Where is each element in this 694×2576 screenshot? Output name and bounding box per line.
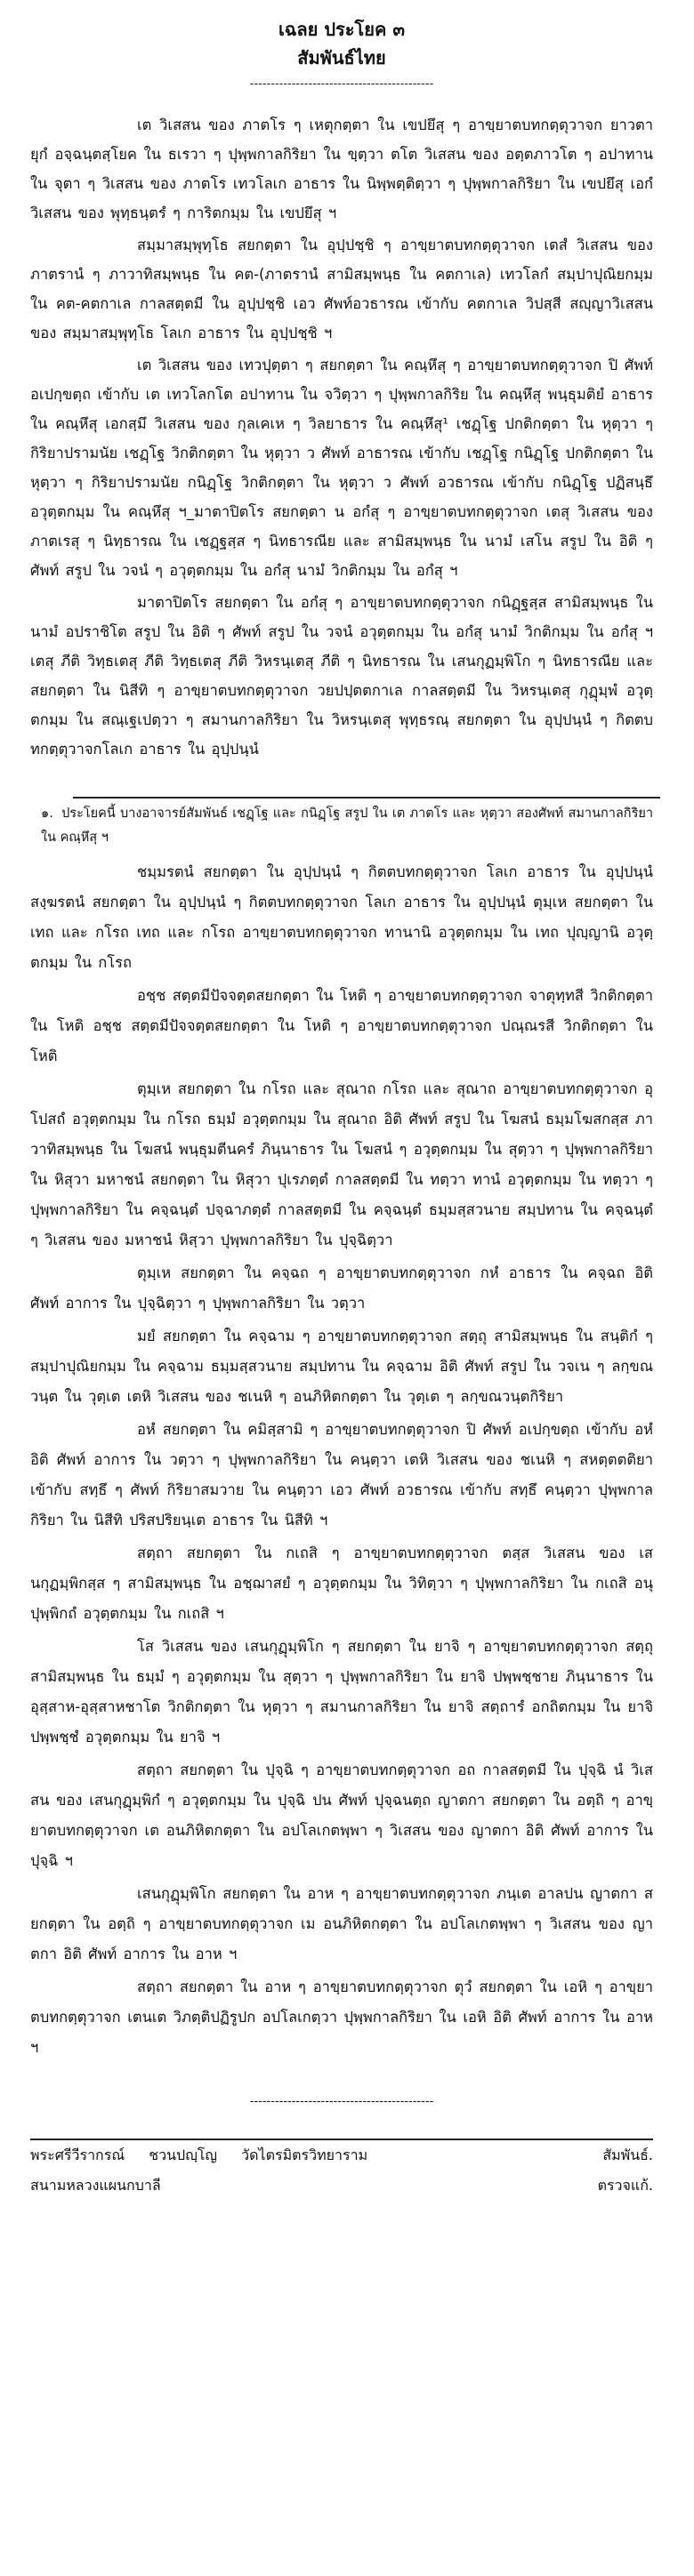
footer-credits bbox=[30, 2140, 387, 2171]
paragraph: สตฺถา สยกตฺตา ใน ปุจฺฉิ ๆ อาขฺยาตบทกตฺตุวาจก อถ กาลสตฺตมี ใน ปุจฺฉิ นํ วิเสสน ของ เสนกุฏุมฺพิกํ ๆ อวุตฺตกมฺม ใน ปุจฺฉิ ปน ศัพท์ ปุจฺฉนตฺถ ญาตกา สยกตฺตา ใน อตฺถิ ๆ อาขฺยาตบทกตฺตุวาจก เต อนภิหิตกตฺตา ใน อปโลเกตพฺพา ๆ วิเสสน ของ ญาตกา อิติ ศัพท์ อาการ ใน ปุจฺฉิ ฯ bbox=[30, 1761, 653, 1869]
paragraph: มยํ สยกตฺตา ใน คจฺฉาม ๆ อาขฺยาตบทกตฺตุวาจก สตฺถุ สามิสมฺพนฺธ ใน สนฺติกํ ๆ สมฺปาปุณิยกมฺม ใน คจฺฉาม ธมฺมสฺสวนาย สมฺปทาน ใน คจฺฉาม อิติ ศัพท์ สรูป ใน วจเน ๆ ลกฺขณวนฺต ใน วุตฺเต เตหิ วิเสสน ของ ชเนหิ ๆ อนภิหิตกตฺตา ใน วุตฺเต ๆ ลกฺขณวนฺตกิริยา bbox=[30, 1328, 653, 1405]
paragraph: เต วิเสสน ของ ภาตโร ๆ เหตุกตฺตา ใน เขปยึสุ ๆ อาขฺยาตบทกตฺตุวาจก ยาวตายุกํ อจฺฉนฺตสฺโยค ใน ธเรวา ๆ ปุพฺพกาลกิริยา ใน ขฺตฺวา ตโต วิเสสน ของ อตฺตภาวโต ๆ อปาทาน ใน จุตา ๆ วิเสสน ของ ภาตโร เทวโลเก อาธาร ใน นิพฺพตฺติตฺวา ๆ ปุพฺพกาลกิริยา ใน เขปยึสุ เอกํ วิเสสน ของ พุทฺธนฺตรํ ๆ การิตกมฺม ใน เขปยึสุ ฯ bbox=[30, 116, 653, 221]
paragraph: เสนกุฏุมฺพิโก สยกตฺตา ใน อาห ๆ อาขฺยาตบทกตฺตุวาจก ภนฺเต อาลปน ญาตกา สยกตฺตา ใน อตฺถิ ๆ อาขฺยาตบทกตฺตุวาจก เม อนภิหิตกตฺตา ใน อปโลเกตพฺพา ๆ วิเสสน ของ ญาตกา อิติ ศัพท์ อาการ ใน อาห ฯ bbox=[30, 1885, 653, 1962]
section-1 bbox=[30, 110, 653, 764]
paragraph: อหํ สยกตฺตา ใน คมิสฺสามิ ๆ อาขฺยาตบทกตฺตุวาจก ปิ ศัพท์ อเปกฺขตฺถ เข้ากับ อหํ อิติ ศัพท์ อาการ ใน วตฺวา ๆ ปุพฺพกาลกิริยา ใน คนฺตฺวา เตหิ วิเสสน ของ ชเนหิ ๆ สหตฺตตติยา เข้ากับ สทฺธึ ๆ ศัพท์ กิริยาสมวาย ใน คนฺตฺวา เอว ศัพท์ อวธารณ เข้ากับ สทฺธึ คนฺตฺวา ปุพฺพกาลกิริยา ใน นิสีทิ ปริสปริยนฺเต อาธาร ใน นิสีทิ ฯ bbox=[30, 1421, 653, 1529]
paragraph: สตฺถา สยกตฺตา ใน กเถสิ ๆ อาขฺยาตบทกตฺตุวาจก ตสฺส วิเสสน ของ เสนกุฏมฺพิกสฺส ๆ สามิสมฺพนฺธ ใน อชฺฌาสยํ ๆ อวุตฺตกมฺม ใน วิทิตฺวา ๆ ปุพฺพกาลกิริยา ใน กเถสิ อนุปุพฺพิกถํ อวุตฺตกมฺม ใน กเถสิ ฯ bbox=[30, 1545, 653, 1622]
paragraph: โส วิเสสน ของ เสนกุฏุมฺพิโก ๆ สยกตฺตา ใน ยาจิ ๆ อาขฺยาตบทกตฺตุวาจก สตฺถุ สามิสมฺพนฺธ ใน ธมฺมํ ๆ อวุตฺตกมฺม ใน สุตฺวา ๆ ปุพฺพกาลกิริยา ใน ยาจิ ปพฺพชฺชาย ภินฺนาธาร ใน อุสฺสาห-อุสฺสาหชาโต วิกติกตฺตา ใน หุตฺวา ๆ สมานกาลกิริยา ใน ยาจิ สตฺถารํ อกถิตกมฺม ใน ยาจิ ปพฺพชฺชํ อวุตฺตกมฺม ใน ยาจิ ฯ bbox=[30, 1638, 653, 1745]
paragraph: สตฺถา สยกตฺตา ใน อาห ๆ อาขฺยาตบทกตฺตุวาจก ตุวํ สยกตฺตา ใน เอหิ ๆ อาขฺยาตบทกตฺตุวาจก เตนเต วิภตฺติปฏิรูปก อปโลเกตฺวา ปุพฺพกาลกิริยา ใน เอหิ อิติ ศัพท์ อาการ ใน อาห ฯ bbox=[30, 1978, 653, 2056]
footnote-rule bbox=[73, 797, 660, 798]
paragraph: ตุมฺเห สยกตฺตา ใน คจฺฉถ ๆ อาขฺยาตบทกตฺตุวาจก กหํ อาธาร ใน คจฺฉถ อิติ ศัพท์ อาการ ใน ปุจฺฉิตฺวา ๆ ปุพฺพกาลกิริยา ใน วตฺวา bbox=[30, 1264, 653, 1312]
section-2 bbox=[30, 857, 653, 2063]
footer-temple: วัดไตรมิตรวิทยาราม bbox=[241, 2147, 368, 2163]
paragraph: เต วิเสสน ของ เทวปุตฺตา ๆ สยกตฺตา ใน คณฺหึสุ ๆ อาขฺยาตบทกตฺตุวาจก ปิ ศัพท์ อเปกฺขตฺถ เข้ากับ เต เทวโลกโต อปาทาน ใน จวิตฺวา ๆ ปุพฺพกาลกิริย ใน คณฺหึสุ พนฺธุมติยํ อาธาร ใน คณฺหึสุ เอกสฺมึ วิเสสน ของ กุลเคเห ๆ วิลยาธาร ใน คณฺหึสุ¹ เชฏฺโฐ ปกติกตฺตา ใน หุตฺวา ๆ กิริยาปรามนัย เชฏฺโฐ วิกติกตฺตา ใน หุตฺวา ว ศัพท์ อาธารณ เข้ากับ เชฏฺโฐ กนิฏฺโฐ ปกติกตฺตา ใน หุตฺวา ๆ กิริยาปรามนัย กนิฏฺโฐ วิกติกตฺตา ใน หุตฺวา ว ศัพท์ อวธารณ เข้ากับ กนิฏฺโฐ ปฏิสนฺธึ อวุตฺตกมฺม ใน คณฺหึสุ ฯ_มาตาปิตโร สยกตฺตา น อกํสุ ๆ อาขฺยาตบทกตฺตุวาจก เตสุ วิเสสน ของ ภาตเรสุ ๆ นิทฺธารณ ใน เชฏฺฐสฺส ๆ นิทธารณีย และ สามิสมฺพนฺธ ใน นามํ เสโน สรูป ใน อิติ ๆ ศัพท์ สรูป ใน วจนํ ๆ อวุตฺตกมฺม ใน อกํสุ นามํ วิกติกมฺม ใน อกํสุ ฯ bbox=[30, 357, 653, 579]
page-subtitle: สัมพันธ์ไทย bbox=[297, 47, 386, 68]
footer bbox=[30, 2140, 653, 2201]
footnote-text: ประโยคนี้ บางอาจารย์สัมพันธ์ เชฏฺโฐ และ กนิฏฺโฐ สรูป ใน เต ภาตโร และ หุตฺวา สองศัพท์ สมานกาลกิริยา ใน คณฺหึสุ ฯ bbox=[41, 807, 653, 845]
footnote bbox=[30, 802, 653, 850]
paragraph: ชมฺมรตนํ สยกตฺตา ใน อุปฺปนฺนํ ๆ กิตตบทกตฺตุวาจก โลเก อาธาร ใน อุปฺปนฺนํ สงฺฆรตนํ สยกตฺตา ใน อุปฺปนฺนํ ๆ กิตตบทกตฺตุวาจก โลเก อาธาร ใน อุปฺปนฺนํ ตุมฺเห สยกตฺตา ใน เทถ และ กโรถ เทถ และ กโรถ อาขฺยาตบทกตฺตุวาจก ทานานิ อวุตฺตกมฺม ใน เทถ ปุญฺญานิ อวุตฺตกมฺม ใน กโรถ bbox=[30, 863, 653, 971]
footer-row-1 bbox=[30, 2140, 653, 2171]
footer-author: พระศรีวีรากรณ์ bbox=[30, 2147, 125, 2163]
footer-office: สนามหลวงแผนกบาลี bbox=[30, 2177, 161, 2194]
header-divider: -------------------------------------------- bbox=[249, 77, 434, 91]
footer-row-2 bbox=[30, 2171, 653, 2201]
footer-author-name: ชวนปญฺโญ bbox=[149, 2147, 218, 2163]
paragraph: มาตาปิตโร สยกตฺตา ใน อกํสุ ๆ อาขฺยาตบทกตฺตุวาจก กนิฏฺฐสฺส สามิสมฺพนฺธ ใน นามํ อปราชิโต สรูป ใน อิติ ๆ ศัพท์ สรูป ใน วจนํ อวุตฺตกมฺม ใน อกํสุ นามํ วิกติกมฺม ใน อกํสุ ฯ เตสุ ภีติ วิทฺธเตสุ ภีติ วิทฺธเตสุ ภีติ วิหรนฺเตสุ ภีติ ๆ นิทธารณ ใน เสนกุฏมฺพิโก ๆ นิทธารณีย และ สยกตฺตา ใน นิสีทิ ๆ อาขฺยาตบทกตฺตุวาจก วยปปฺตตกาเล กาลสตฺตมี ใน วิหรนฺเตสุ กุฏุมฺพํ อวุตฺตกมฺม ใน สณฺเฐเปตฺวา ๆ สมานกาลกิริยา ใน วิหรนฺเตสุ พุทฺธรณฺ สยกตฺตา ใน อุปฺปนฺนํ ๆ กิตตบทกตฺตุวาจกโลเก อาธาร ใน อุปฺปนฺนํ bbox=[30, 594, 653, 758]
end-divider: -------------------------------------------- bbox=[249, 2095, 434, 2108]
section-gap bbox=[30, 766, 653, 797]
paragraph: ตุมฺเห สยกตฺตา ใน กโรถ และ สุณาถ กโรถ และ สุณาถ อาขฺยาตบทกตฺตุวาจก อุโปสถํ อวุตฺตกมฺม ใน กโรถ ธมฺมํ อวุตฺตกมฺม ใน สุณาถ อิติ ศัพท์ สรูป ใน โฆสนํ ธมฺมโฆสกสฺส ภาวาทิสมฺพนฺธ ใน โฆสนํ พนฺธุมตีนครํ ภินฺนาธาร ใน โฆสนํ ๆ อวุตฺตกมฺม ใน สุตฺวา ๆ ปุพฺพกาลกิริยา ใน หิสุวา มหาชนํ สยกตฺตา ใน หิสุวา ปุเรภตฺตํ กาลสตฺตมี ใน ทตฺวา ทานํ อวุตฺตกมฺม ใน ทตฺวา ๆ ปุพฺพกาลกิริยา ใน คจฺฉนฺตํ ปจฺฉาภตฺตํ กาลสตฺตมี ใน คจฺฉนฺตํ ธมฺมสฺสวนาย สมฺปทาน ใน คจฺฉนฺตํ ๆ วิเสสน ของ มหาชนํ หิสฺวา ปุพฺพกาลกิริยา ใน ปุจฺฉิตฺวา bbox=[30, 1080, 653, 1248]
footer-role-2: ตรวจแก้. bbox=[597, 2177, 653, 2194]
page-title: เฉลย ประโยค ๓ bbox=[278, 19, 406, 40]
paragraph: สมฺมาสมฺพุทฺโธ สยกตฺตา ใน อุปฺปชฺชิ ๆ อาขฺยาตบทกตฺตุวาจก เตสํ วิเสสน ของ ภาตรานํ ๆ ภาวาทิสมฺพนฺธ ใน คต-(ภาตรานํ สามิสมฺพนฺธ ใน คตกาเล) เทวโลกํ สมฺปาปุณิยกมฺม ใน คต-คตกาเล กาลสตฺตมี ใน อุปฺปชฺชิ เอว ศัพท์อวธารณ เข้ากับ คตกาเล วิปสฺสี สญฺญาวิเสสน ของ สมฺมาสมฺพุทฺโธ โลเก อาธาร ใน อุปฺปชฺชิ ฯ bbox=[30, 237, 653, 341]
footnote-number: ๑. bbox=[41, 807, 53, 821]
paragraph: อชฺช สตฺตมีปัจจตฺตสยกตฺตา ใน โหติ ๆ อาขฺยาตบทกตฺตุวาจก จาตุทฺทสี วิกติกตฺตา ใน โหติ อชฺช สตฺตมีปัจจตฺตสยกตฺตา ใน โหติ ๆ อาขฺยาตบทกตฺตุวาจก ปณฺณรสี วิกติกตฺตา ใน โหติ bbox=[30, 987, 653, 1064]
footer-role-1: สัมพันธ์. bbox=[602, 2147, 653, 2163]
